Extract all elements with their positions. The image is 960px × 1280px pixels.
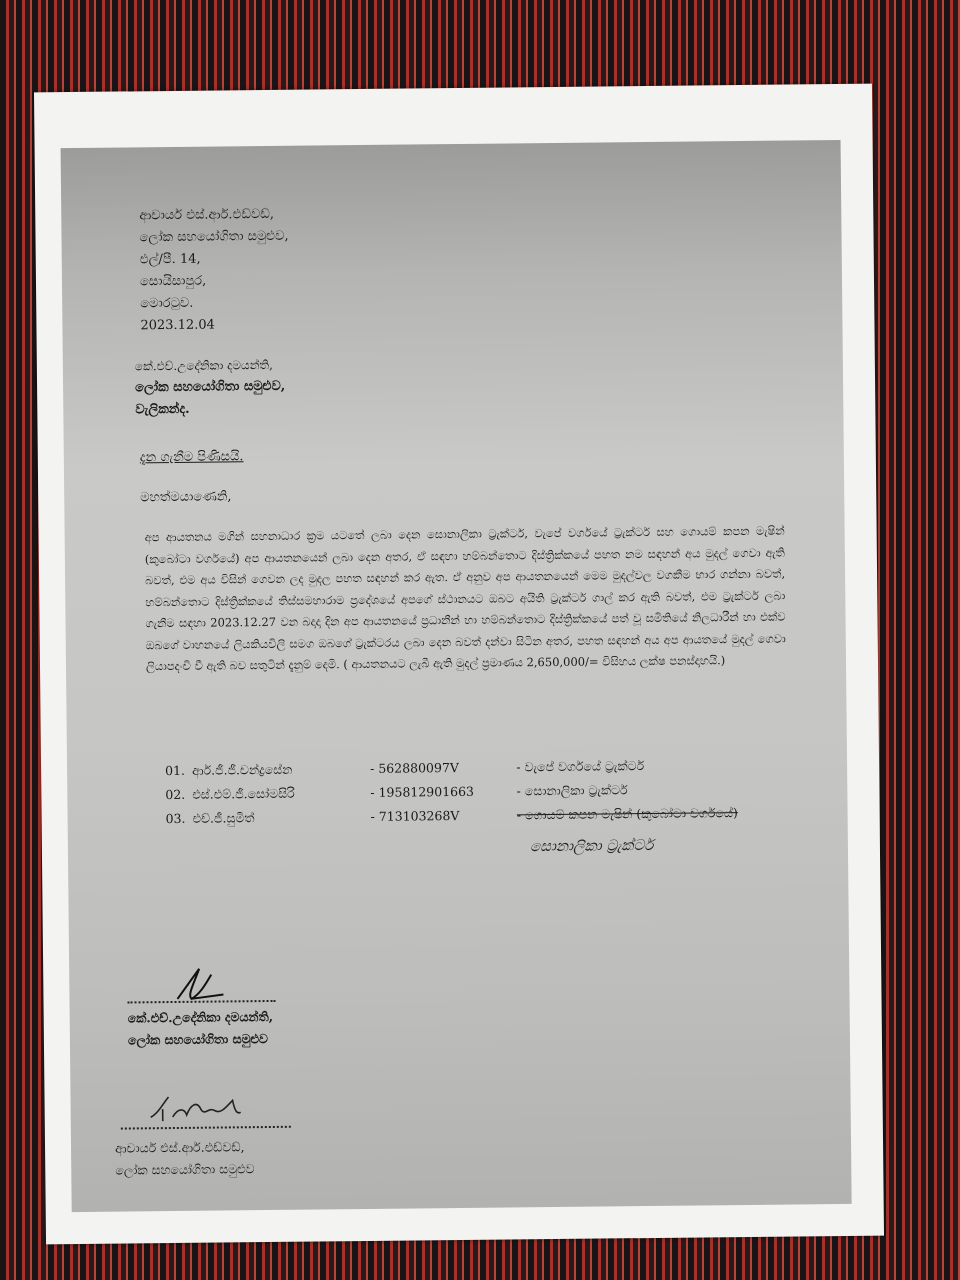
sender-line: සොයිසාපුර, xyxy=(139,273,207,290)
item-name: එස්.එම්.ජී.සෝමසිරි xyxy=(192,785,295,802)
sender-line: එල්/පී. 14, xyxy=(139,251,201,268)
signatory-line: ලෝක සහයෝගිතා සමුළුව xyxy=(127,1031,269,1048)
sender-line: ආචාර්ය එස්.ආර්.එඩ්වඩ්, xyxy=(139,206,275,224)
item-name: ආර්.ජී.ජී.චන්ද්‍රසේන xyxy=(191,761,293,778)
sender-address xyxy=(139,204,289,338)
letter-body: අප ආයතනය මගින් සහනාධාර ක්‍රම යටතේ ලබා දෙන සොනාලිකා ට්‍රැක්ටර්, වැපේ වර්ගයේ ට්‍රැක්ටර් සහ ගොයම් කපන මැෂින් (කුබෝටා වර්ගයේ) අප ආයතනයෙන් ලබා දෙන අතර, ඒ සඳහා හම්බන්තොට දිස්ත්‍රික්කයේ පහත නම සඳහන් අය මුදල් ගෙවා ඇති බවත්, එම අය විසින් ගෙවන ලද මුදල පහත සඳහන් කර ඇත. ඒ අනුව අප ආයතනයෙන් මෙම මුදල්වල වගකීම භාර ගන්නා බවත්, හම්බන්තොට දිස්ත්‍රික්කයේ තිස්සමහාරාම ප්‍රදේශයේ අපගේ ස්ථානයට ඔබට අයිති ට්‍රැක්ටර් ගාල් කර ඇති බවත්, එම ට්‍රැක්ටර් ලබා ගැනීම සඳහා 2023.12.27 වන බදාදා දින අප ආයතනයේ ප්‍රධානීන් හා හම්බන්තොට දිස්ත්‍රික්කයේ පත් වූ සමිතියේ නිලධාරීන් හා එක්ව ඔබගේ වාහනයේ ලියකියවිලි සමග ඔබගේ ට්‍රැක්ටරය ලබා දෙන බවත් දන්වා සිටින අතර, පහත සඳහන් අය අප ආයතයේ මුදල් ගෙවා ලියාපදංචි වී ඇති බව සතුටින් දැනුම් දෙමි. ( ආයතනයට ලැබී ඇති මුදල් ප්‍රමාණය 2,650,000/= විසිහය ලක්ෂ පනස්දාහයි.) xyxy=(144,523,786,674)
salutation: මහත්මයාණෙනි, xyxy=(140,489,232,506)
signatory-1 xyxy=(128,1006,274,1052)
signatory-line: ආචාර්ය එස්.ආර්.එඩ්වඩ්, xyxy=(114,1139,245,1156)
item-vehicle-struck: - ගොයම් කපන මැෂින් (කුබෝටා වර්ගයේ) xyxy=(516,805,738,823)
item-name: එච්.ජී.සුමිත් xyxy=(192,810,255,826)
registrant-list xyxy=(165,752,806,831)
item-number: 01. xyxy=(165,762,186,779)
signature-1 xyxy=(169,954,230,1005)
signatory-2 xyxy=(115,1136,255,1181)
handwritten-correction: සොනාලිකා ට්‍රැක්ටර් xyxy=(529,835,654,856)
letter-subject: දැන ගැනීම පිණිසයි. xyxy=(139,449,244,466)
item-id: - 713103268V xyxy=(370,808,460,824)
sender-line: මොරටුව. xyxy=(140,295,194,312)
letter-sheet xyxy=(34,84,884,1245)
item-vehicle: - වැපේ වර්ගයේ ට්‍රැක්ටර් xyxy=(516,758,645,775)
item-id: - 562880097V xyxy=(370,760,459,776)
photocopy-area xyxy=(61,140,852,1212)
item-id: - 195812901663 xyxy=(370,783,475,800)
recipient-line: කේ.එච්.උදේනිකා දමයන්ති, xyxy=(134,357,274,374)
item-number: 02. xyxy=(165,786,186,803)
item-vehicle: - සොනාලිකා ට්‍රැක්ටර් xyxy=(516,782,628,799)
sender-line: ලෝක සහයෝගිතා සමුළුව, xyxy=(139,228,289,246)
recipient-line: ලෝක සහයෝගිතා සමුළුව, xyxy=(135,378,286,396)
recipient-line: වැලිකන්ද. xyxy=(135,401,190,418)
recipient-address xyxy=(135,354,286,422)
signature-line-2 xyxy=(121,1126,291,1130)
signature-2 xyxy=(144,1086,254,1127)
signatory-line: ලෝක සහයෝගිතා සමුළුව xyxy=(115,1161,255,1178)
item-number: 03. xyxy=(165,810,186,827)
signatory-line: කේ.එච්.උදේනිකා දමයන්ති, xyxy=(127,1008,274,1026)
letter-date: 2023.12.04 xyxy=(140,317,215,334)
